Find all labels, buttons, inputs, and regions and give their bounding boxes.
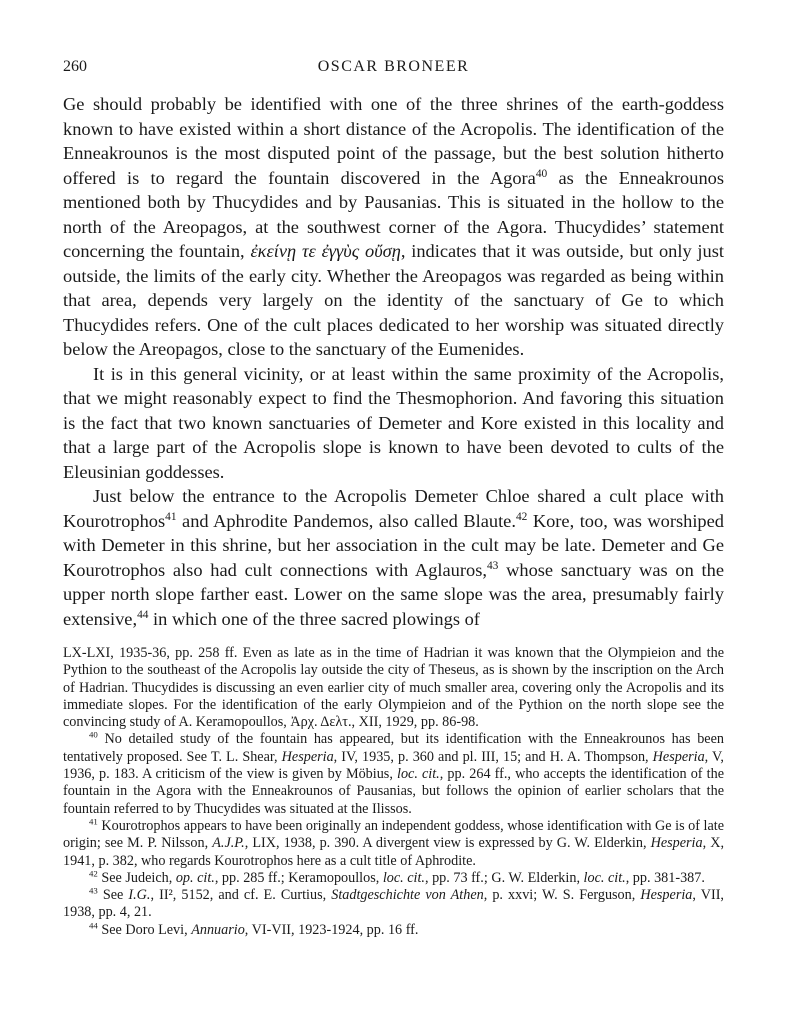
text-run: , indicates that it was outside, but only just outside, the limits of the early city. Whether the Areopagos was regarded as being within that area, depends very largely on the identity of the sanctuary of Ge to which Thucydides refers. One of the cult places dedicated to her worship was situated directly below the Areopagos, close to the sanctuary of the Eumenides. [63,241,725,359]
note-text: , LIX, 1938, p. 390. A divergent view is expressed by G. W. Elderkin, [244,835,651,852]
text-run: Ge should probably be identified with one of the three shrines of the earth-goddess known to have existed within a short distance of the Acropolis. The identification of the Enneakrounos is the most disputed point of the passage, but the best solution hitherto offered is to regard the fountain discovered in the Agora [63,94,724,188]
journal-title: Hesperia [640,887,693,904]
footnote-40 [63,731,724,817]
running-title: OSCAR BRONEER [317,58,470,75]
footnote-number: 41 [89,816,98,827]
note-text: , p. xxvi; W. S. Ferguson, [483,887,641,904]
footnotes [63,645,724,939]
citation-abbrev: loc. cit. [397,766,440,783]
footnote-42 [63,870,724,887]
citation-abbrev: loc. cit. [382,869,425,886]
journal-title: Hesperia [652,748,705,765]
note-text: , pp. 285 ff.; Keramopoullos, [214,869,383,886]
note-text: , V, 1936, p. 183. A criticism of the view is given by Möbius, [63,748,724,783]
note-text: , pp. 73 ff.; G. W. Elderkin, [424,869,584,886]
footnote-43 [63,887,724,922]
footnote-number: 43 [89,885,98,896]
footnote-41 [63,818,724,870]
footnote-number: 42 [89,868,98,879]
text-run: whose sanctuary was on the upper north slope farther east. Lower on the same slope was the area, presumably fairly extensive, [63,559,724,629]
note-text: , pp. 264 ff., who accepts the identification of the fountain in the Agora with the Enneakrounos of Pausanias, but follows the opinion of earlier scholars that the fountain referred to by Thucydides was situated at the Ilissos. [63,766,724,817]
journal-title: Annuario [191,921,245,938]
note-text: See [97,887,129,904]
citation-abbrev: I.G. [128,887,151,904]
note-text: , IV, 1935, p. 360 and pl. III, 15; and H. A. Thompson, [333,748,653,765]
footnote-ref-42[interactable]: 42 [515,510,528,523]
paragraph-2: It is in this general vicinity, or at least within the same proximity of the Acropolis, that we might reasonably expect to find the Thesmophorion. And favoring this situation is the fact that two known sanctuaries of Demeter and Kore existed in this locality and that a large part of the Acropolis slope is known to have been devoted to cults of the Eleusinian goddesses. [63,363,724,482]
text-run: and Aphrodite Pandemos, also called Blaute. [176,510,516,531]
footnote-ref-41[interactable]: 41 [165,510,177,523]
note-text: Kourotrophos appears to have been originally an independent goddess, whose identification with Ge is of late origin; see M. P. Nilsson, [63,817,724,852]
text-run: as the Enneakrounos mentioned both by Thucydides and by Pausanias. This is situated in the hollow to the north of the Areopagos, at the southwest corner of the Agora. Thucydides’ statement concerning the fountain, [63,167,724,261]
citation-abbrev: loc. cit. [583,869,626,886]
note-text: LX-LXI, 1935-36, pp. 258 ff. Even as late as in the time of Hadrian it was known that the Olympieion and the Pythion to the southeast of the Acropolis lay outside the city of Theseus, as is shown by the inscription on the Arch of Hadrian. Thucydides is discussing an even earlier city of much smaller area, covering only the Acropolis and its immediate slopes. For the identification of the early Olympieion and of the Pythion on the north slope see the convincing study of A. Keramopoullos, [63,645,724,731]
note-text: No detailed study of the fountain has appeared, but its identification with the Enneakrounos has been tentatively proposed. See T. L. Shear, [63,731,724,765]
note-text: , X, 1941, p. 382, who regards Kourotrophos here as a cult title of Aphrodite. [63,835,725,869]
footnote-ref-43[interactable]: 43 [486,559,499,572]
journal-title: A.J.P. [212,835,245,852]
footnote-ref-44[interactable]: 44 [137,608,149,621]
footnote-44 [63,922,724,939]
note-text: , VII, 1938, pp. 4, 21. [63,887,724,921]
journal-title: Hesperia [650,835,703,852]
main-text [63,92,724,631]
citation-abbrev: op. cit. [175,869,215,886]
note-text: , XII, 1929, pp. 86-98. [351,714,479,731]
journal-title: Hesperia [281,748,334,765]
text-run: in which one of the three sacred plowings of [148,608,480,629]
footnote-number: 44 [89,920,98,931]
page-number: 260 [63,58,87,75]
page [63,58,724,939]
note-text: , II², 5152, and cf. E. Curtius, [150,887,332,904]
running-header [63,58,724,84]
note-text: , pp. 381-387. [625,869,705,886]
note-text: , VI-VII, 1923-1924, pp. 16 ff. [244,921,419,938]
note-text: See Judeich, [97,869,176,886]
journal-abbrev: Ἀρχ. Δελτ. [290,714,352,731]
note-text: See Doro Levi, [97,921,192,938]
footnote-continued [63,645,724,731]
footnote-ref-40[interactable]: 40 [535,167,548,180]
book-title: Stadtgeschichte von Athen [331,887,484,904]
paragraph-1 [63,92,724,362]
greek-quote: ἐκείνῃ τε ἐγγὺς οὔσῃ [250,241,401,261]
text-run: Kore, too, was worshiped with Demeter in this shrine, but her association in the cult may be late. Demeter and Ge Kourotrophos also had cult connections with Aglauros, [63,510,724,580]
text-run: Just below the entrance to the Acropolis Demeter Chloe shared a cult place with Kourotrophos [63,486,724,531]
paragraph-3 [63,484,724,631]
footnote-number: 40 [89,729,98,740]
